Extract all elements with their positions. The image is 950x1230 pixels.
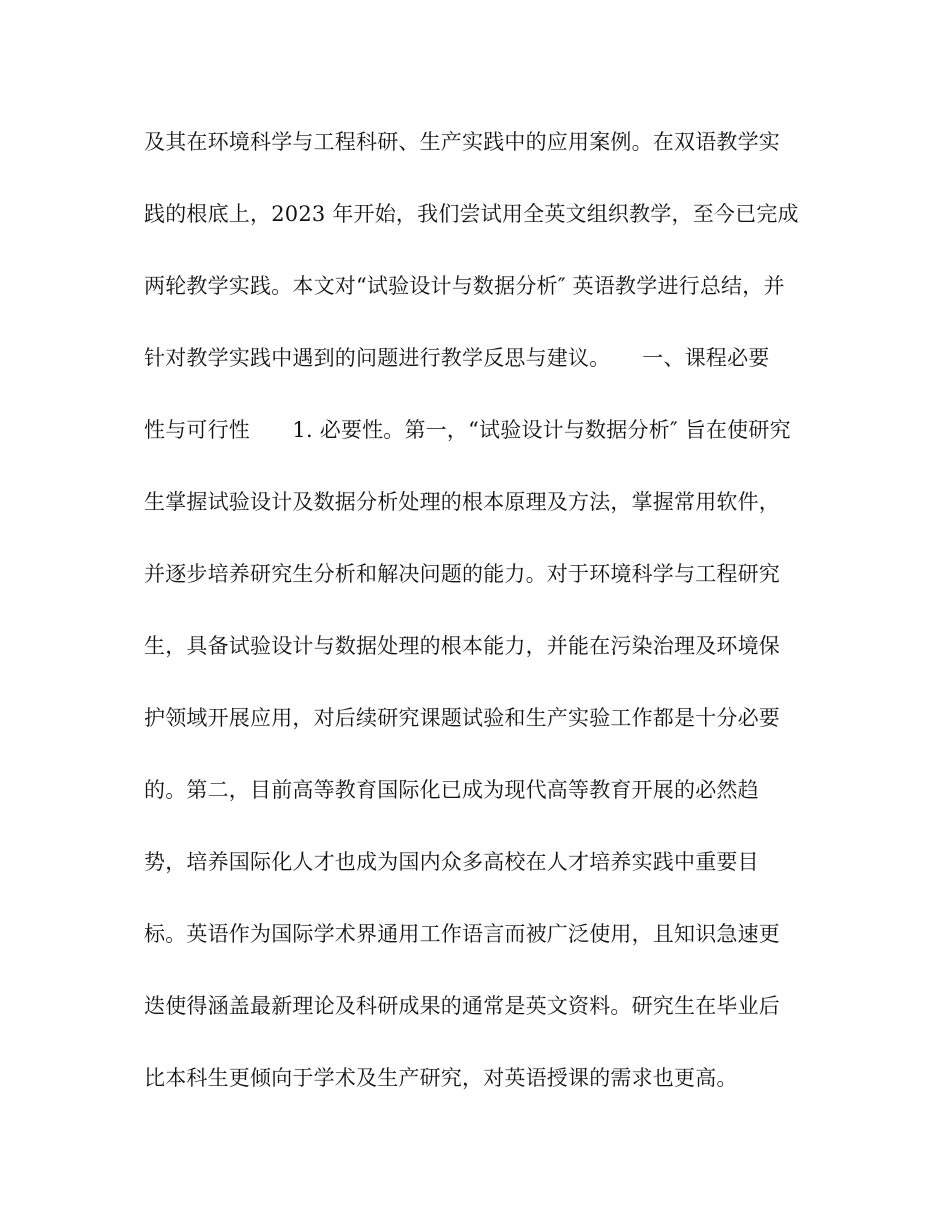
- text-line: 生，具备试验设计与数据处理的根本能力，并能在污染治理及环境保: [144, 634, 780, 658]
- body-text: [144, 120, 824, 1128]
- text-line: 护领域开展应用，对后续研究课题试验和生产实验工作都是十分必要: [144, 706, 780, 730]
- text-line: 践的根底上，2023 年开始，我们尝试用全英文组织教学，至今已完成: [144, 202, 799, 226]
- text-line: 性与可行性 1. 必要性。第一，“试验设计与数据分析″ 旨在使研究: [144, 418, 791, 442]
- text-line: 两轮教学实践。本文对“试验设计与数据分析″ 英语教学进行总结，并: [144, 274, 785, 298]
- text-line: 的。第二，目前高等教育国际化已成为现代高等教育开展的必然趋: [144, 778, 759, 802]
- text-line: 标。英语作为国际学术界通用工作语言而被广泛使用，且知识急速更: [144, 922, 780, 946]
- text-line: 迭使得涵盖最新理论及科研成果的通常是英文资料。研究生在毕业后: [144, 994, 780, 1018]
- text-line: 势，培养国际化人才也成为国内众多高校在人才培养实践中重要目: [144, 850, 759, 874]
- text-line: 生掌握试验设计及数据分析处理的根本原理及方法，掌握常用软件，: [144, 490, 780, 514]
- text-line: 针对教学实践中遇到的问题进行教学反思与建议。 一、课程必要: [144, 346, 770, 370]
- text-line: 比本科生更倾向于学术及生产研究，对英语授课的需求也更高。: [144, 1066, 738, 1090]
- text-line: 及其在环境科学与工程科研、生产实践中的应用案例。在双语教学实: [144, 130, 780, 154]
- text-line: 并逐步培养研究生分析和解决问题的能力。对于环境科学与工程研究: [144, 562, 780, 586]
